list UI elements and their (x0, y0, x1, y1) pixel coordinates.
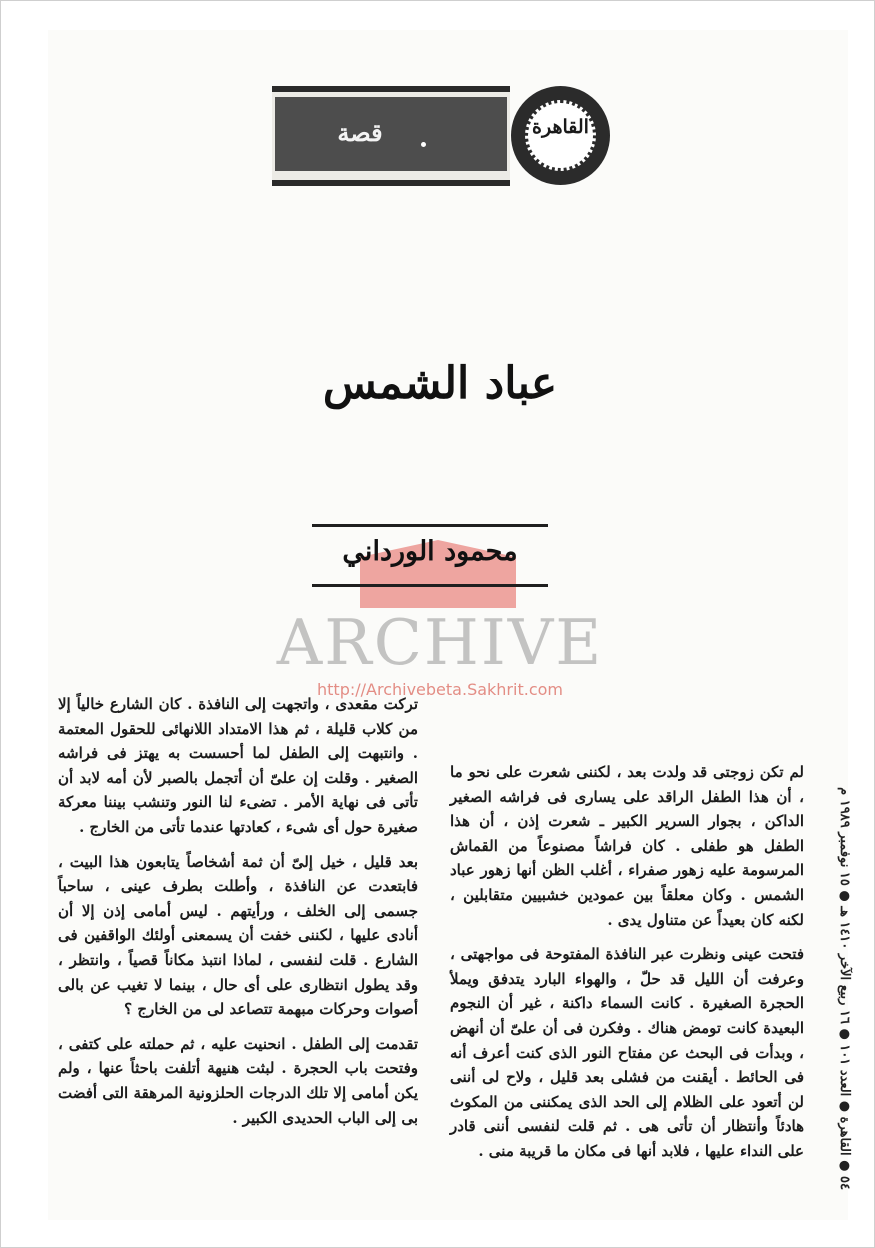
header-bottom-rule (272, 180, 510, 186)
paragraph: تركت مقعدى ، واتجهت إلى النافذة . كان الشارع خالياً إلا من كلاب قليلة ، ثم هذا الامتداد اللانهائى للحقول المعتمة . وانتبهت إلى الطفل لما أحسست به يهتز فى فراشه الصغير . وقلت إن علىّ أن أتجمل بالصبر لأن أمه لابد أن تأتى فى نهاية الأمر . تضىء لنا النور وتنشب بيننا معركة صغيرة حول أى شىء ، كعادتها عندما تأتى من الخارج . (58, 695, 418, 836)
watermark-text: ARCHIVE (276, 606, 604, 679)
section-dot (421, 142, 426, 147)
header-top-rule (272, 86, 510, 92)
author-top-rule (312, 524, 548, 527)
logo-text: القاهرة (532, 116, 589, 138)
logo-inner-ring (525, 100, 596, 171)
author-name: محمود الورداني (342, 536, 518, 567)
text-column-left (58, 692, 418, 1140)
issue-info-strip (836, 650, 852, 1190)
issue-info-text: ٥٤ ● القاهرة ● العدد ١٠١ ● ١٦ ربيع الآخر ١٤١٠ هـ ● ١٥ نوفمبر ١٩٨٩ م (837, 787, 852, 1190)
author-bottom-rule (312, 584, 548, 587)
paragraph: لم تكن زوجتى قد ولدت بعد ، لكننى شعرت على نحو ما ، أن هذا الطفل الراقد على يسارى فى فراشه الصغير الداكن ، بجوار السرير الكبير ـ شعرت إذن ، أن هذا الطفل هو طفلى . كان فراشاً مصنوعاً من القماش المرسومة عليه زهور صفراء ، أغلب الظن أنها زهور عباد الشمس . وكان معلقاً بين عمودين خشبيين متقابلين ، لكنه كان بعيداً عن متناول يدى . (450, 763, 804, 929)
watermark-url: http://Archivebeta.Sakhrit.com (317, 680, 563, 699)
story-title: عباد الشمس (322, 358, 558, 409)
text-column-right (450, 760, 804, 1174)
paragraph: بعد قليل ، خيل إلىّ أن ثمة أشخاصاً يتابعون هذا البيت ، فابتعدت عن النافذة ، وأطلت بطرف عينى ، ساحباً جسمى إلى الخلف ، ورأيتهم . ليس أمامى إذن إلا أن أنادى عليها ، لكننى خفت أن يسمعنى أولئك الواقفين فى الشارع . قلت لنفسى ، لماذا انتبذ مكاناً قصياً ، وانتظر ، وقد يطول انتظارى على أى حال ، بينما لا تغيب عن بالى أصوات وحركات مبهمة تتصاعد لى من الخارج ؟ (58, 852, 418, 1019)
magazine-logo-seal (511, 86, 610, 185)
paragraph: تقدمت إلى الطفل . انحنيت عليه ، ثم حملته على كتفى ، وفتحت باب الحجرة . لبثت هنيهة أتلفت باحثاً عنها ، ولم يكن أمامى إلا تلك الدرجات الحلزونية المرهقة التى أفضت بى إلى الباب الحديدى الكبير . (58, 1034, 418, 1127)
section-label: قصة (337, 118, 383, 147)
paragraph: فتحت عينى ونظرت عبر النافذة المفتوحة فى مواجهتى ، وعرفت أن الليل قد حلّ ، والهواء البارد يتدفق ويملأ الحجرة الصغيرة . كانت السماء داكنة ، غير أن النجوم البعيدة كانت تومض هناك . وفكرن فى أن علىّ أن أنهض ، وبدأت فى البحث عن مفتاح النور الذى كنت أعرف أنه فى الحائط . أيقنت من فشلى بعد قليل ، ولاح لى أننى لن أتعود على الظلام إلى الحد الذى يمكننى من المكوث هادئاً وأنتظار أن تأتى هى . ثم قلت لنفسى أننى قادر على النداء عليها ، فلابد أنها فى مكان ما قريبة منى . (450, 945, 804, 1160)
